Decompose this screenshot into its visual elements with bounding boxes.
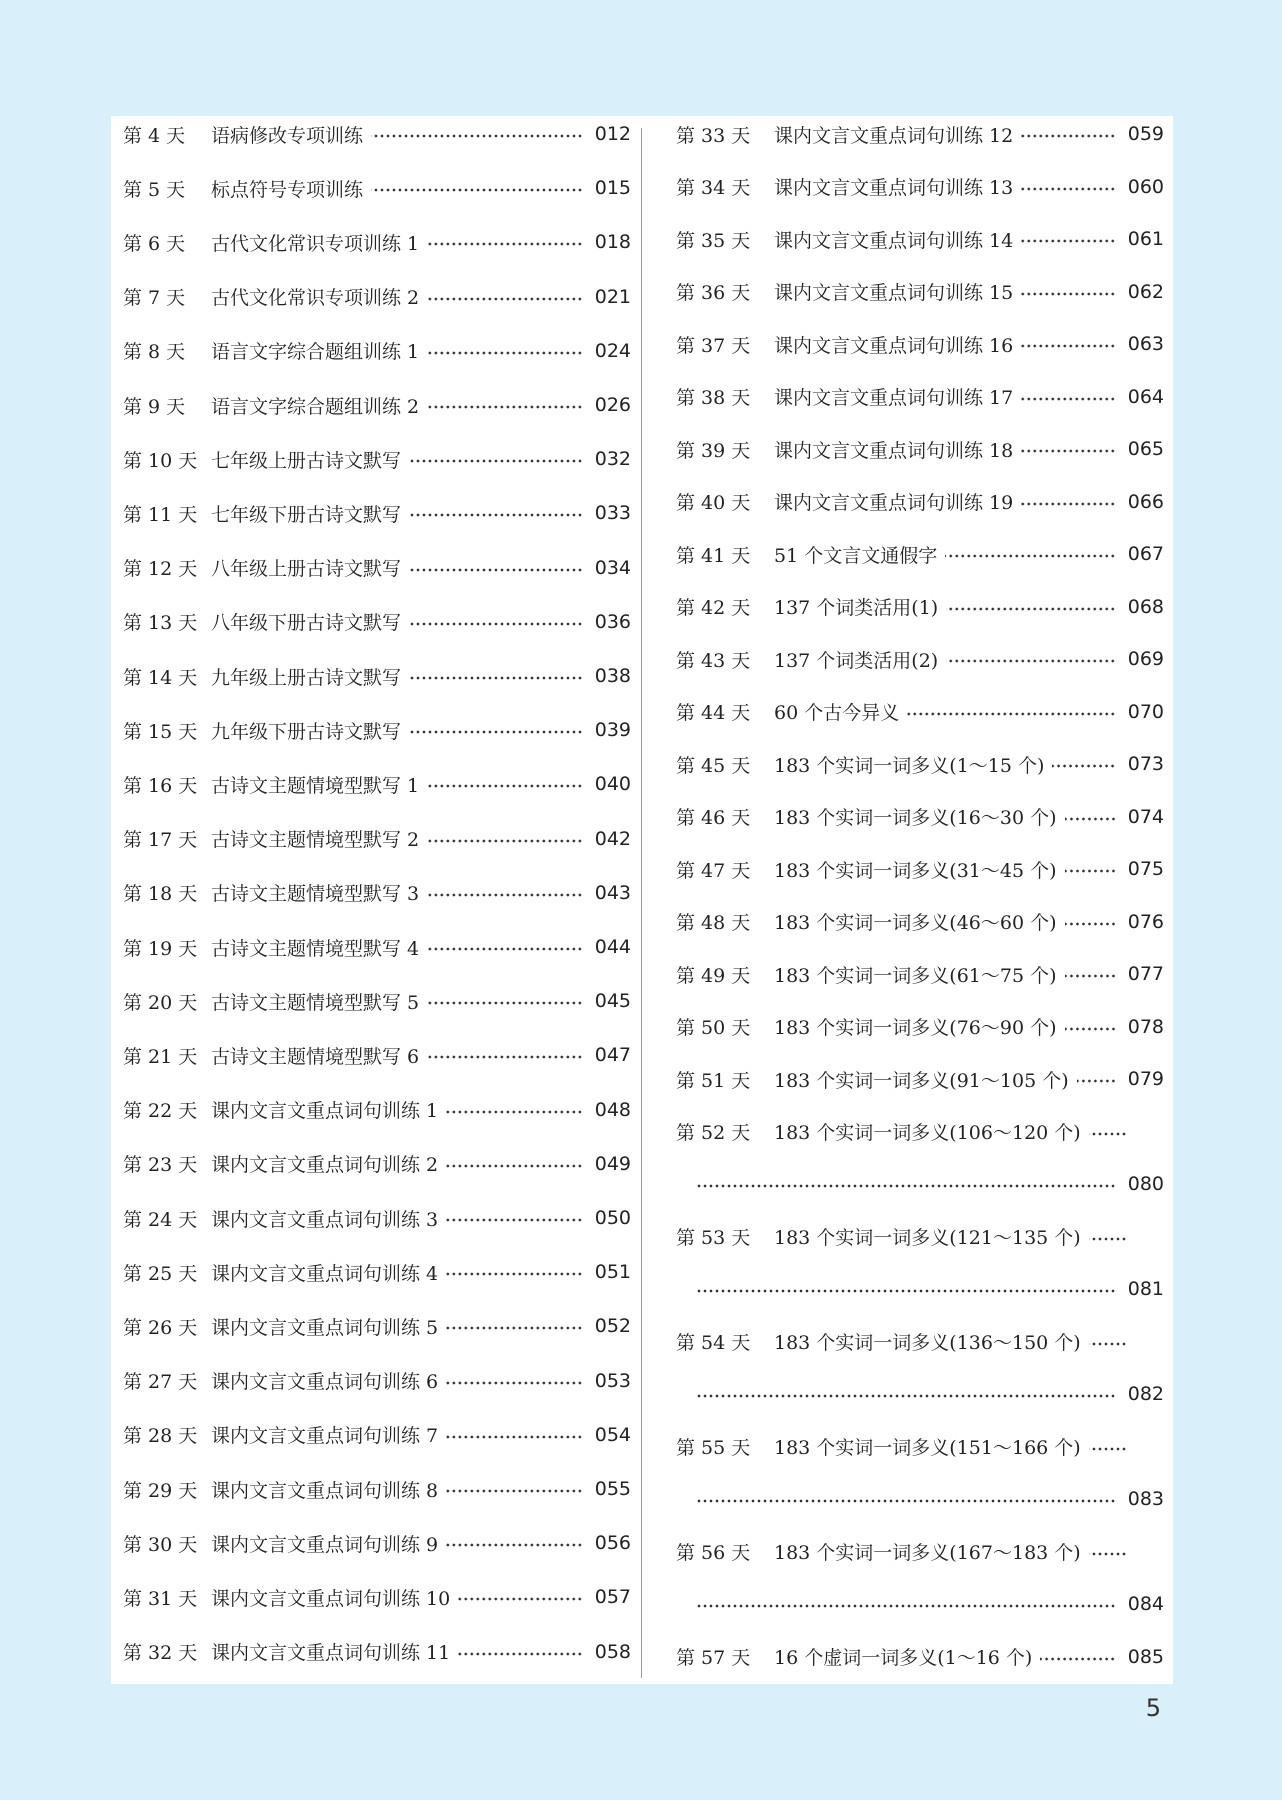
entry-day: 第 23 天 — [123, 1154, 198, 1177]
toc-entry[interactable] — [123, 986, 631, 1016]
entry-page: 021 — [594, 285, 631, 308]
entry-day: 第 45 天 — [676, 754, 751, 777]
entry-day: 第 47 天 — [676, 859, 751, 882]
leader-dots — [1065, 1027, 1116, 1031]
entry-title: 183 个实词一词多义(121～135 个) — [774, 1227, 1081, 1249]
entry-page: 034 — [594, 556, 631, 579]
entry-page: 080 — [1127, 1173, 1164, 1195]
leader-dots — [1065, 817, 1116, 821]
toc-entry[interactable] — [123, 769, 631, 799]
entry-page: 047 — [594, 1044, 631, 1067]
leader-dots — [1021, 187, 1116, 191]
leader-dots — [446, 1110, 583, 1114]
entry-title: 课内文言文重点词句训练 3 — [211, 1208, 439, 1231]
toc-entry-continuation[interactable] — [676, 1274, 1164, 1304]
leader-dots — [446, 1272, 583, 1276]
leader-dots — [1021, 449, 1116, 453]
leader-dots — [1065, 974, 1116, 978]
entry-page: 024 — [594, 339, 631, 362]
entry-page: 012 — [594, 123, 631, 145]
toc-entry-continuation[interactable] — [676, 1379, 1164, 1409]
leader-dots — [1021, 502, 1116, 506]
leader-dots — [1021, 292, 1116, 296]
entry-day: 第 27 天 — [123, 1371, 198, 1394]
toc-entry[interactable] — [123, 119, 631, 149]
toc-entry[interactable] — [676, 277, 1164, 307]
toc-entry[interactable] — [123, 1366, 631, 1396]
toc-entry[interactable] — [676, 172, 1164, 202]
leader-dots — [427, 242, 583, 246]
entry-page: 082 — [1127, 1383, 1164, 1405]
entry-title: 七年级下册古诗文默写 — [211, 503, 402, 526]
leader-dots — [696, 1289, 1116, 1293]
toc-entry[interactable] — [676, 1537, 1164, 1567]
entry-day: 第 52 天 — [676, 1122, 751, 1144]
toc-entry[interactable] — [123, 607, 631, 637]
toc-entry[interactable] — [676, 1327, 1164, 1357]
toc-entry[interactable] — [123, 661, 631, 691]
entry-title: 课内文言文重点词句训练 19 — [774, 492, 1014, 514]
entry-day: 第 10 天 — [123, 449, 198, 472]
entry-title: 古诗文主题情境型默写 4 — [211, 937, 420, 960]
toc-entry[interactable] — [123, 878, 631, 908]
toc-entry[interactable] — [676, 224, 1164, 254]
entry-day: 第 31 天 — [123, 1587, 198, 1610]
entry-title: 183 个实词一词多义(76～90 个) — [774, 1017, 1057, 1039]
entry-page: 085 — [1127, 1645, 1164, 1668]
entry-day: 第 30 天 — [123, 1533, 198, 1556]
entry-page: 079 — [1127, 1068, 1164, 1090]
leader-dots — [946, 659, 1116, 663]
leader-dots — [409, 622, 583, 626]
entry-day: 第 24 天 — [123, 1208, 198, 1231]
entry-title: 古代文化常识专项训练 2 — [211, 287, 420, 310]
leader-dots — [446, 1326, 583, 1330]
leader-dots — [446, 1218, 583, 1222]
entry-page: 018 — [594, 231, 631, 254]
toc-entry[interactable] — [676, 1642, 1164, 1672]
entry-page: 044 — [594, 936, 631, 958]
entry-title: 课内文言文重点词句训练 8 — [211, 1479, 439, 1502]
entry-day: 第 13 天 — [123, 612, 198, 635]
leader-dots — [409, 730, 583, 734]
toc-entry[interactable] — [676, 1012, 1164, 1042]
toc-entry[interactable] — [123, 1528, 631, 1558]
entry-day: 第 12 天 — [123, 558, 198, 581]
toc-entry[interactable] — [123, 1311, 631, 1341]
entry-title: 八年级下册古诗文默写 — [211, 612, 402, 635]
entry-title: 语言文字综合题组训练 1 — [211, 341, 420, 364]
leader-dots — [371, 188, 583, 192]
entry-title: 古代文化常识专项训练 1 — [211, 232, 420, 255]
entry-day: 第 7 天 — [123, 287, 186, 310]
toc-entry[interactable] — [676, 592, 1164, 622]
entry-title: 课内文言文重点词句训练 6 — [211, 1371, 439, 1394]
entry-title: 课内文言文重点词句训练 15 — [774, 282, 1014, 304]
toc-entry[interactable] — [123, 932, 631, 962]
toc-entry[interactable] — [123, 1474, 631, 1504]
toc-entry[interactable] — [123, 824, 631, 854]
entry-day: 第 57 天 — [676, 1647, 751, 1669]
leader-dots — [1021, 239, 1116, 243]
entry-day: 第 19 天 — [123, 937, 198, 960]
entry-page: 067 — [1127, 543, 1164, 565]
entry-page: 040 — [594, 773, 631, 796]
entry-page: 058 — [594, 1640, 631, 1663]
leader-dots — [458, 1652, 583, 1656]
entry-title: 183 个实词一词多义(16～30 个) — [774, 807, 1057, 829]
entry-title: 课内文言文重点词句训练 5 — [211, 1316, 439, 1339]
entry-title: 课内文言文重点词句训练 12 — [774, 124, 1014, 147]
entry-page: 081 — [1127, 1278, 1164, 1300]
leader-dots — [446, 1435, 583, 1439]
leader-dots — [409, 676, 583, 680]
entry-page: 038 — [594, 665, 631, 687]
leader-dots — [1021, 344, 1116, 348]
entry-page: 075 — [1127, 858, 1164, 880]
entry-page: 065 — [1127, 438, 1164, 460]
entry-page: 070 — [1127, 700, 1164, 723]
entry-day: 第 29 天 — [123, 1479, 198, 1502]
toc-entry[interactable] — [123, 173, 631, 203]
entry-page: 059 — [1127, 123, 1164, 145]
entry-day: 第 18 天 — [123, 883, 198, 906]
toc-entry[interactable] — [123, 282, 631, 312]
entry-title: 古诗文主题情境型默写 2 — [211, 829, 420, 852]
entry-page: 063 — [1127, 333, 1164, 355]
entry-title: 183 个实词一词多义(151～166 个) — [774, 1437, 1081, 1459]
entry-day: 第 39 天 — [676, 439, 751, 462]
toc-entry-continuation[interactable] — [676, 1169, 1164, 1199]
toc-entry[interactable] — [123, 1040, 631, 1070]
entry-page: 053 — [594, 1369, 631, 1392]
leader-dots — [907, 712, 1116, 716]
entry-day: 第 40 天 — [676, 492, 751, 514]
entry-day: 第 4 天 — [123, 124, 186, 147]
entry-page: 076 — [1127, 910, 1164, 933]
entry-title: 古诗文主题情境型默写 5 — [211, 991, 420, 1014]
leader-dots — [696, 1499, 1116, 1503]
entry-page: 066 — [1127, 490, 1164, 513]
entry-title: 183 个实词一词多义(91～105 个) — [774, 1069, 1069, 1092]
toc-entry[interactable] — [676, 382, 1164, 412]
leader-dots — [427, 405, 583, 409]
entry-page: 056 — [594, 1532, 631, 1555]
entry-title: 183 个实词一词多义(31～45 个) — [774, 859, 1057, 882]
entry-page: 069 — [1127, 648, 1164, 670]
entry-day: 第 20 天 — [123, 991, 198, 1014]
toc-entry[interactable] — [676, 119, 1164, 149]
entry-title: 60 个古今异义 — [774, 702, 900, 724]
entry-page: 073 — [1127, 753, 1164, 775]
entry-day: 第 14 天 — [123, 666, 198, 689]
entry-day: 第 5 天 — [123, 178, 186, 201]
entry-day: 第 25 天 — [123, 1262, 198, 1285]
entry-day: 第 33 天 — [676, 124, 751, 147]
entry-title: 古诗文主题情境型默写 1 — [211, 774, 420, 797]
entry-day: 第 41 天 — [676, 544, 751, 567]
leader-dots — [946, 607, 1116, 611]
toc-entry[interactable] — [676, 487, 1164, 517]
entry-title: 古诗文主题情境型默写 6 — [211, 1045, 420, 1068]
entry-title: 183 个实词一词多义(136～150 个) — [774, 1332, 1081, 1354]
leader-dots — [1089, 1447, 1127, 1451]
entry-day: 第 35 天 — [676, 229, 751, 252]
entry-day: 第 43 天 — [676, 649, 751, 672]
entry-page: 049 — [594, 1152, 631, 1175]
leader-dots — [696, 1604, 1116, 1608]
page-number: 5 — [1145, 1694, 1161, 1722]
toc-entry[interactable] — [676, 1432, 1164, 1462]
entry-page: 078 — [1127, 1015, 1164, 1038]
column-divider — [641, 128, 642, 1678]
entry-day: 第 26 天 — [123, 1316, 198, 1339]
entry-page: 042 — [594, 827, 631, 850]
entry-day: 第 56 天 — [676, 1542, 751, 1564]
leader-dots — [1065, 869, 1116, 873]
entry-title: 语言文字综合题组训练 2 — [211, 395, 420, 418]
entry-page: 054 — [594, 1423, 631, 1446]
toc-entry[interactable] — [123, 715, 631, 745]
entry-title: 课内文言文重点词句训练 9 — [211, 1533, 439, 1556]
entry-title: 课内文言文重点词句训练 11 — [211, 1642, 451, 1665]
toc-entry[interactable] — [123, 1149, 631, 1179]
entry-title: 课内文言文重点词句训练 4 — [211, 1262, 439, 1285]
leader-dots — [371, 134, 583, 138]
entry-day: 第 53 天 — [676, 1227, 751, 1249]
entry-day: 第 17 天 — [123, 829, 198, 852]
contents-panel — [111, 116, 1173, 1684]
toc-entry[interactable] — [676, 1117, 1164, 1147]
entry-day: 第 32 天 — [123, 1642, 198, 1665]
toc-entry[interactable] — [123, 1582, 631, 1612]
toc-entry[interactable] — [123, 1257, 631, 1287]
entry-page: 051 — [594, 1261, 631, 1284]
leader-dots — [427, 1001, 583, 1005]
entry-day: 第 44 天 — [676, 702, 751, 724]
entry-day: 第 11 天 — [123, 503, 198, 526]
entry-page: 068 — [1127, 595, 1164, 618]
entry-title: 七年级上册古诗文默写 — [211, 449, 402, 472]
toc-entry[interactable] — [123, 336, 631, 366]
leader-dots — [1089, 1342, 1127, 1346]
leader-dots — [1052, 764, 1116, 768]
leader-dots — [446, 1164, 583, 1168]
leader-dots — [696, 1184, 1116, 1188]
entry-day: 第 16 天 — [123, 774, 198, 797]
toc-entry[interactable] — [676, 802, 1164, 832]
entry-page: 036 — [594, 610, 631, 633]
entry-day: 第 50 天 — [676, 1017, 751, 1039]
toc-entry[interactable] — [676, 907, 1164, 937]
leader-dots — [409, 513, 583, 517]
entry-page: 039 — [594, 719, 631, 742]
entry-page: 043 — [594, 881, 631, 904]
entry-title: 语病修改专项训练 — [211, 124, 364, 147]
entry-page: 055 — [594, 1478, 631, 1500]
entry-title: 八年级上册古诗文默写 — [211, 558, 402, 581]
entry-page: 026 — [594, 394, 631, 416]
toc-entry[interactable] — [676, 539, 1164, 569]
toc-entry[interactable] — [123, 1203, 631, 1233]
entry-title: 183 个实词一词多义(167～183 个) — [774, 1542, 1081, 1564]
leader-dots — [409, 459, 583, 463]
toc-entry[interactable] — [676, 959, 1164, 989]
leader-dots — [1021, 134, 1116, 138]
toc-entry[interactable] — [676, 329, 1164, 359]
leader-dots — [427, 297, 583, 301]
entry-page: 077 — [1127, 963, 1164, 985]
leader-dots — [696, 1394, 1116, 1398]
entry-title: 183 个实词一词多义(106～120 个) — [774, 1122, 1081, 1144]
leader-dots — [1089, 1237, 1127, 1241]
toc-entry[interactable] — [676, 434, 1164, 464]
entry-day: 第 42 天 — [676, 597, 751, 619]
leader-dots — [458, 1597, 583, 1601]
entry-day: 第 46 天 — [676, 807, 751, 829]
leader-dots — [1077, 1079, 1116, 1083]
entry-page: 084 — [1127, 1593, 1164, 1615]
leader-dots — [1065, 922, 1116, 926]
entry-page: 015 — [594, 177, 631, 200]
entry-title: 课内文言文重点词句训练 14 — [774, 229, 1014, 252]
leader-dots — [945, 554, 1116, 558]
toc-entry[interactable] — [676, 854, 1164, 884]
entry-title: 183 个实词一词多义(61～75 个) — [774, 964, 1057, 987]
entry-day: 第 21 天 — [123, 1045, 198, 1068]
entry-title: 课内文言文重点词句训练 1 — [211, 1100, 439, 1123]
entry-page: 060 — [1127, 175, 1164, 198]
toc-entry[interactable] — [123, 390, 631, 420]
entry-title: 九年级上册古诗文默写 — [211, 666, 402, 689]
toc-entry-continuation[interactable] — [676, 1589, 1164, 1619]
entry-title: 137 个词类活用(2) — [774, 649, 939, 672]
entry-page: 032 — [594, 448, 631, 471]
entry-day: 第 34 天 — [676, 177, 751, 199]
entry-page: 052 — [594, 1315, 631, 1338]
entry-page: 064 — [1127, 385, 1164, 408]
toc-entry[interactable] — [676, 644, 1164, 674]
toc-entry[interactable] — [676, 749, 1164, 779]
entry-page: 048 — [594, 1098, 631, 1121]
toc-entry[interactable] — [123, 498, 631, 528]
entry-title: 古诗文主题情境型默写 3 — [211, 883, 420, 906]
leader-dots — [427, 784, 583, 788]
entry-title: 课内文言文重点词句训练 17 — [774, 387, 1014, 409]
leader-dots — [427, 351, 583, 355]
leader-dots — [446, 1381, 583, 1385]
entry-title: 183 个实词一词多义(1～15 个) — [774, 754, 1045, 777]
leader-dots — [1089, 1552, 1127, 1556]
leader-dots — [446, 1543, 583, 1547]
entry-day: 第 28 天 — [123, 1425, 198, 1448]
entry-title: 课内文言文重点词句训练 2 — [211, 1154, 439, 1177]
entry-page: 033 — [594, 502, 631, 525]
leader-dots — [427, 1055, 583, 1059]
entry-page: 050 — [594, 1207, 631, 1229]
leader-dots — [446, 1489, 583, 1493]
leader-dots — [1021, 397, 1116, 401]
toc-entry[interactable] — [123, 1637, 631, 1667]
entry-day: 第 15 天 — [123, 720, 198, 743]
toc-entry[interactable] — [123, 1095, 631, 1125]
entry-title: 183 个实词一词多义(46～60 个) — [774, 912, 1057, 934]
leader-dots — [409, 568, 583, 572]
entry-day: 第 49 天 — [676, 964, 751, 987]
leader-dots — [427, 947, 583, 951]
entry-page: 057 — [594, 1586, 631, 1609]
entry-day: 第 9 天 — [123, 395, 186, 418]
entry-day: 第 54 天 — [676, 1332, 751, 1354]
toc-entry[interactable] — [123, 227, 631, 257]
entry-day: 第 38 天 — [676, 387, 751, 409]
entry-day: 第 8 天 — [123, 341, 186, 364]
entry-title: 51 个文言文通假字 — [774, 544, 938, 567]
entry-day: 第 48 天 — [676, 912, 751, 934]
entry-title: 课内文言文重点词句训练 13 — [774, 177, 1014, 199]
entry-page: 061 — [1127, 228, 1164, 250]
toc-entry[interactable] — [123, 444, 631, 474]
entry-day: 第 51 天 — [676, 1069, 751, 1092]
toc-entry[interactable] — [123, 1420, 631, 1450]
entry-day: 第 22 天 — [123, 1100, 198, 1123]
toc-entry[interactable] — [676, 1222, 1164, 1252]
entry-day: 第 55 天 — [676, 1437, 751, 1459]
entry-title: 16 个虚词一词多义(1～16 个) — [774, 1647, 1033, 1669]
leader-dots — [427, 839, 583, 843]
entry-page: 045 — [594, 990, 631, 1013]
entry-title: 课内文言文重点词句训练 16 — [774, 334, 1014, 357]
toc-entry-continuation[interactable] — [676, 1484, 1164, 1514]
entry-day: 第 6 天 — [123, 232, 186, 255]
entry-day: 第 36 天 — [676, 282, 751, 304]
entry-title: 课内文言文重点词句训练 7 — [211, 1425, 439, 1448]
toc-entry[interactable] — [676, 697, 1164, 727]
entry-page: 074 — [1127, 805, 1164, 828]
entry-title: 课内文言文重点词句训练 10 — [211, 1587, 451, 1610]
entry-title: 九年级下册古诗文默写 — [211, 720, 402, 743]
entry-page: 083 — [1127, 1488, 1164, 1510]
entry-day: 第 37 天 — [676, 334, 751, 357]
entry-title: 标点符号专项训练 — [211, 178, 364, 201]
toc-entry[interactable] — [676, 1064, 1164, 1094]
leader-dots — [427, 893, 583, 897]
leader-dots — [1089, 1132, 1127, 1136]
entry-title: 137 个词类活用(1) — [774, 597, 939, 619]
toc-entry[interactable] — [123, 553, 631, 583]
entry-title: 课内文言文重点词句训练 18 — [774, 439, 1014, 462]
leader-dots — [1040, 1657, 1116, 1661]
entry-page: 062 — [1127, 280, 1164, 303]
